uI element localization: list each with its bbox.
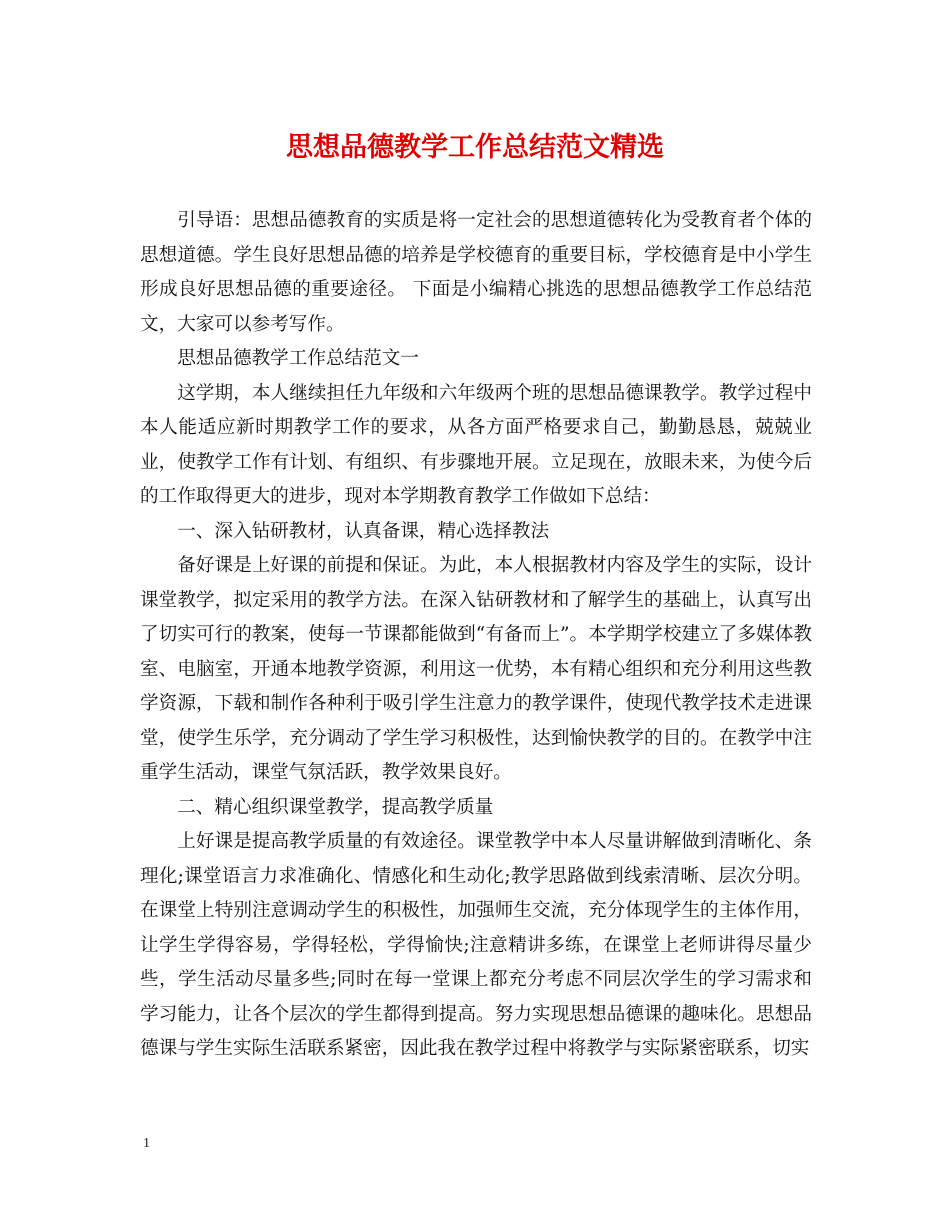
document-body (140, 204, 812, 1067)
body-paragraph: 上好课是提高教学质量的有效途径。课堂教学中本人尽量讲解做到清晰化、条理化;课堂语言力求准确化、情感化和生动化;教学思路做到线索清晰、层次分明。在课堂上特别注意调动学生的积极性，加强师生交流，充分体现学生的主体作用，让学生学得容易，学得轻松，学得愉快;注意精讲多练，在课堂上老师讲得尽量少些，学生活动尽量多些;同时在每一堂课上都充分考虑不同层次学生的学习需求和学习能力，让各个层次的学生都得到提高。努力实现思想品德课的趣味化。思想品德课与学生实际生活联系紧密，因此我在教学过程中将教学与实际紧密联系，切实 (140, 831, 812, 1059)
body-paragraph: 这学期，本人继续担任九年级和六年级两个班的思想品德课教学。教学过程中本人能适应新时期教学工作的要求，从各方面严格要求自己，勤勤恳恳，兢兢业业，使教学工作有计划、有组织、有步骤地开展。立足现在，放眼未来，为使今后的工作取得更大的进步，现对本学期教育教学工作做如下总结： (140, 382, 812, 507)
page-number: 1 (143, 1136, 150, 1151)
body-paragraph: 备好课是上好课的前提和保证。为此，本人根据教材内容及学生的实际，设计课堂教学，拟定采用的教学方法。在深入钻研教材和了解学生的基础上，认真写出了切实可行的教案，使每一节课都能做到“有备而上”。本学期学校建立了多媒体教室、电脑室，开通本地教学资源，利用这一优势，本有精心组织和充分利用这些教学资源，下载和制作各种利于吸引学生注意力的教学课件，使现代教学技术走进课堂，使学生乐学，充分调动了学生学习积极性，达到愉快教学的目的。在教学中注重学生活动，课堂气氛活跃，教学效果良好。 (140, 555, 812, 783)
intro-paragraph: 引导语：思想品德教育的实质是将一定社会的思想道德转化为受教育者个体的思想道德。学生良好思想品德的培养是学校德育的重要目标，学校德育是中小学生形成良好思想品德的重要途径。 下面是小编精心挑选的思想品德教学工作总结范文，大家可以参考写作。 (140, 210, 812, 335)
document-title: 思想品德教学工作总结范文精选 (286, 132, 664, 163)
section-heading-one: 一、深入钻研教材，认真备课，精心选择教法 (177, 520, 550, 542)
section-heading-sample-one: 思想品德教学工作总结范文一 (177, 348, 419, 369)
section-heading-two: 二、精心组织课堂教学，提高教学质量 (177, 796, 494, 818)
